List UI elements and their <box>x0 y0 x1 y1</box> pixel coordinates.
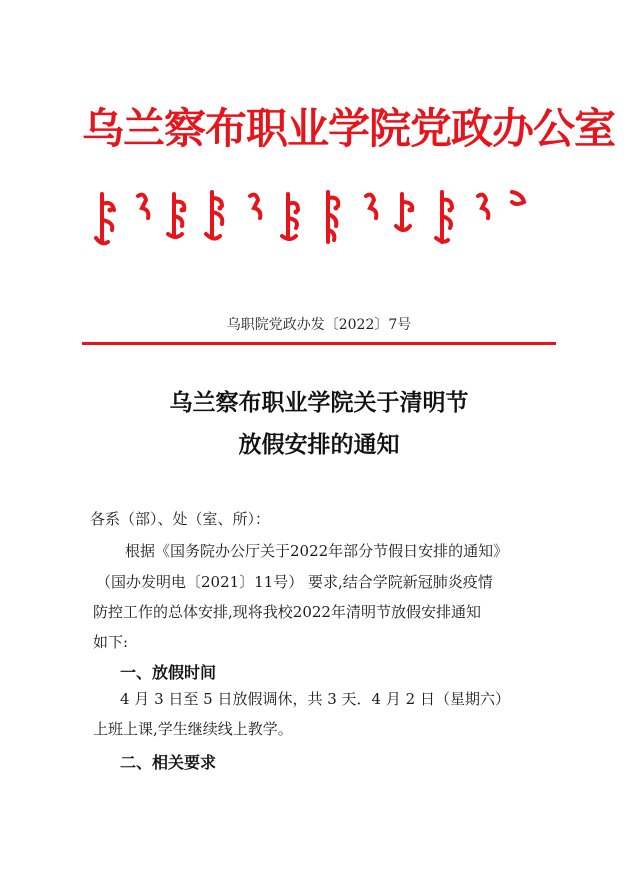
mongolian-script-icon <box>92 186 542 250</box>
paragraph-line: 如下: <box>93 633 129 651</box>
paragraph-line: 4 月 3 日至 5 日放假调休，共 3 天．4 月 2 日（星期六） <box>120 690 510 708</box>
section-heading-requirements: 二、相关要求 <box>120 753 217 772</box>
section-heading-holiday-time: 一、放假时间 <box>120 663 217 682</box>
notice-title-line1: 乌兰察布职业学院关于清明节 <box>169 389 469 416</box>
masthead-title: 乌兰察布职业学院党政办公室 <box>82 104 616 153</box>
paragraph-line: 上班上课,学生继续线上教学。 <box>93 720 293 738</box>
paragraph-line: 防控工作的总体安排,现将我校2022年清明节放假安排通知 <box>93 603 481 621</box>
notice-title-line2: 放假安排的通知 <box>238 431 400 458</box>
paragraph-line: （国办发明电〔2021〕11号） 要求,结合学院新冠肺炎疫情 <box>96 573 493 591</box>
paragraph-line: 根据《国务院办公厅关于2022年部分节假日安排的通知》 <box>125 542 509 560</box>
red-divider <box>82 342 556 345</box>
document-number: 乌职院党政办发〔2022〕7号 <box>226 317 412 333</box>
salutation: 各系（部）、处（室、所）： <box>90 510 271 528</box>
